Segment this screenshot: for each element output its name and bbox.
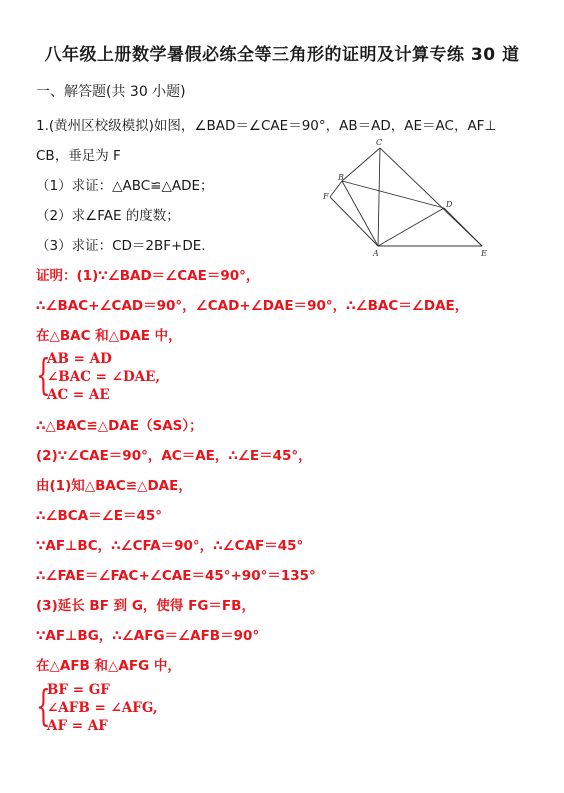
page-title: 八年级上册数学暑假必练全等三角形的证明及计算专练 30 道: [44, 45, 520, 65]
section-heading: 一、解答题(共 30 小题): [36, 84, 186, 100]
solution-line-10: (3)延长 BF 到 G，使得 FG＝FB，: [36, 598, 255, 614]
solution-line-2: ∴∠BAC+∠CAD＝90°，∠CAD+∠DAE＝90°，∴∠BAC＝∠DAE，: [36, 298, 469, 314]
segment-bf: [330, 181, 342, 197]
question-line-2: CB，垂足为 F: [36, 148, 121, 164]
solution-line-4: ∴△BAC≌△DAE（SAS）；: [36, 418, 203, 434]
label-c: C: [376, 138, 383, 147]
solution-line-6: 由(1)知△BAC≌△DAE，: [36, 478, 192, 494]
segment-cb: [342, 148, 380, 181]
solution-line-3: 在△BAC 和△DAE 中，: [36, 328, 182, 344]
question-part-3: （3）求证：CD＝2BF+DE.: [36, 238, 206, 254]
label-e: E: [481, 249, 487, 258]
question-part-2: （2）求∠FAE 的度数；: [36, 208, 180, 224]
system-2-row-3: AF = AF: [47, 718, 108, 734]
segment-ad: [378, 208, 444, 246]
solution-line-1: 证明：(1)∵∠BAD＝∠CAE＝90°，: [36, 268, 260, 284]
solution-line-7: ∴∠BCA＝∠E＝45°: [36, 508, 163, 524]
question-line-1: 1.(黄州区校级模拟)如图，∠BAD＝∠CAE＝90°，AB＝AD，AE＝AC，AF⊥: [36, 118, 497, 134]
segment-de: [444, 208, 482, 246]
label-d: D: [446, 200, 453, 209]
solution-line-11: ∵AF⊥BG，∴∠AFG＝∠AFB＝90°: [36, 628, 260, 644]
geometry-figure: [318, 136, 498, 260]
label-b: B: [338, 173, 344, 182]
system-1-row-2: ∠BAC = ∠DAE,: [47, 369, 161, 385]
segment-fa: [330, 197, 378, 246]
system-2-row-1: BF = GF: [47, 682, 110, 698]
system-2-row-2: ∠AFB = ∠AFG,: [47, 700, 158, 716]
label-a: A: [373, 249, 379, 258]
system-1-row-3: AC = AE: [47, 387, 110, 403]
solution-line-5: (2)∵∠CAE＝90°，AC＝AE，∴∠E＝45°，: [36, 448, 312, 464]
label-f: F: [323, 192, 329, 201]
system-1-row-1: AB = AD: [47, 351, 112, 367]
segment-ca: [378, 148, 380, 246]
segment-ba: [342, 181, 378, 246]
solution-line-9: ∴∠FAE＝∠FAC+∠CAE＝45°+90°＝135°: [36, 568, 316, 584]
solution-line-8: ∵AF⊥BC，∴∠CFA＝90°，∴∠CAF＝45°: [36, 538, 304, 554]
solution-line-12: 在△AFB 和△AFG 中，: [36, 658, 181, 674]
question-part-1: （1）求证：△ABC≌△ADE；: [36, 178, 214, 194]
